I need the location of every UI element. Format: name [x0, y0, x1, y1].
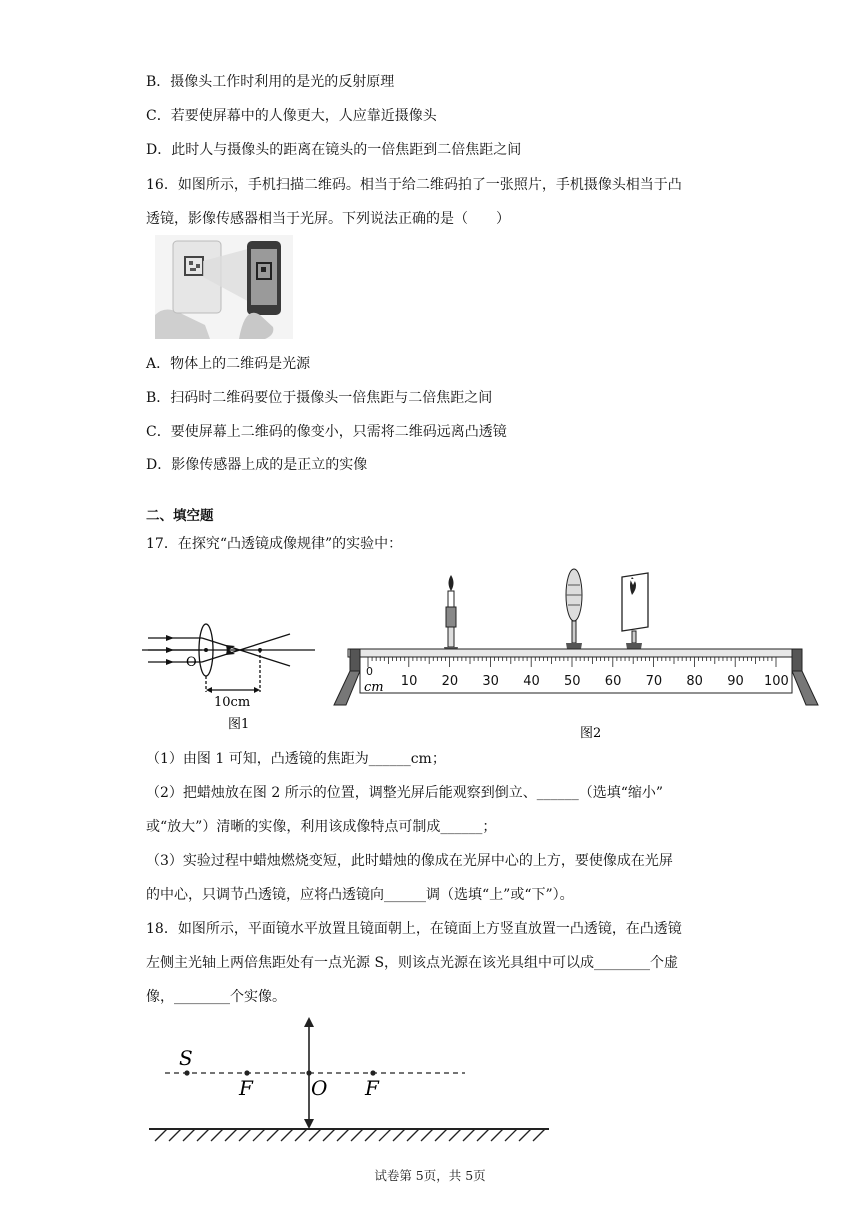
q17-part1: （1）由图 1 可知，凸透镜的焦距为______cm； — [146, 751, 446, 767]
qr-scan-photo — [155, 235, 293, 339]
ruler-label: 20 — [441, 674, 459, 689]
ruler-label: 100 — [764, 674, 789, 689]
ruler-label-zero: 0 — [366, 665, 373, 678]
light-screen — [622, 573, 648, 655]
ruler-label: 40 — [523, 674, 540, 689]
ruler-label: 30 — [482, 674, 499, 689]
figure-2-optical-bench — [330, 565, 820, 740]
q18-line3: 像，________个实像。 — [146, 989, 286, 1005]
label-s: S — [179, 1046, 193, 1070]
figure-lens-mirror — [145, 1015, 555, 1145]
q16-option-b: B．扫码时二维码要位于摄像头一倍焦距与二倍焦距之间 — [146, 390, 493, 406]
ruler-label: 70 — [645, 674, 663, 689]
ruler-label: 60 — [604, 674, 622, 689]
label-f-right: F — [365, 1076, 379, 1100]
q16-option-d: D．影像传感器上成的是正立的实像 — [146, 457, 368, 473]
mirror-hatching — [155, 1129, 545, 1141]
q17-part3-line1: （3）实验过程中蜡烛燃烧变短，此时蜡烛的像成在光屏中心的上方，要使像成在光屏 — [146, 853, 673, 869]
q18-line1: 18．如图所示，平面镜水平放置且镜面朝上，在镜面上方竖直放置一凸透镜，在凸透镜 — [146, 921, 682, 937]
q16-stem-line2: 透镜，影像传感器相当于光屏。下列说法正确的是（ ） — [146, 211, 510, 227]
figure-1-lens-focus — [140, 620, 320, 740]
q15-option-c: C．若要使屏幕中的人像更大，人应靠近摄像头 — [146, 108, 437, 124]
label-o: O — [311, 1076, 328, 1100]
candle — [444, 575, 458, 655]
q15-option-b: B．摄像头工作时利用的是光的反射原理 — [146, 74, 395, 90]
ruler-label: 90 — [727, 674, 744, 689]
ruler-unit: cm — [364, 680, 384, 695]
q18-line2: 左侧主光轴上两倍焦距处有一点光源 S，则该点光源在该光具组中可以成________个虚 — [146, 955, 679, 971]
q17-part2-line1: （2）把蜡烛放在图 2 所示的位置，调整光屏后能观察到倒立、______（选填“缩小” — [146, 785, 664, 801]
fig2-caption: 图2 — [580, 726, 602, 740]
ruler-label: 80 — [686, 674, 703, 689]
fig1-distance-label: 10cm — [214, 695, 251, 710]
ruler-label: 10 — [400, 674, 418, 689]
lens — [566, 569, 582, 655]
q17-part3-line2: 的中心，只调节凸透镜，应将凸透镜向______调（选填“上”或“下”）。 — [146, 887, 574, 903]
section-title: 二、填空题 — [146, 508, 214, 524]
q16-option-c: C．要使屏幕上二维码的像变小，只需将二维码远离凸透镜 — [146, 424, 507, 440]
q15-option-d: D．此时人与摄像头的距离在镜头的一倍焦距到二倍焦距之间 — [146, 142, 522, 158]
label-f-left: F — [239, 1076, 253, 1100]
q16-stem-line1: 16．如图所示，手机扫描二维码。相当于给二维码拍了一张照片，手机摄像头相当于凸 — [146, 177, 682, 193]
page-footer: 试卷第 5页，共 5页 — [374, 1168, 486, 1183]
q17-stem: 17．在探究“凸透镜成像规律”的实验中： — [146, 536, 403, 552]
q16-option-a: A．物体上的二维码是光源 — [146, 356, 311, 372]
ruler-label: 50 — [564, 674, 581, 689]
q17-part2-line2: 或“放大”）清晰的实像，利用该成像特点可制成______； — [146, 819, 497, 835]
fig1-caption: 图1 — [228, 717, 250, 732]
fig1-center-label: O — [186, 655, 197, 670]
